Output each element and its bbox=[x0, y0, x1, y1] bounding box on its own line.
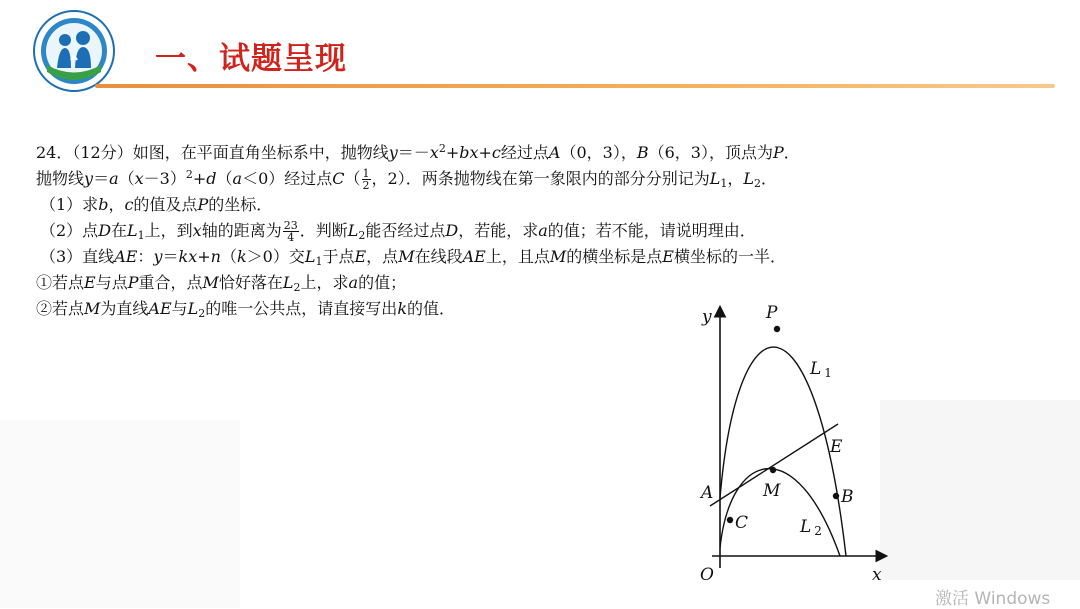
studio-logo bbox=[33, 10, 115, 92]
point-e-label: E bbox=[830, 437, 843, 457]
point-m-label: M bbox=[763, 481, 781, 501]
problem-line-4: （2）点D在$L_1$上，到x轴的距离为 $\frac{23}{4}$ ．判断$L_2$能否经过点D，若能，求a的值；若不能，请说明理由． bbox=[40, 219, 756, 244]
background-shape bbox=[0, 420, 240, 608]
problem-line-5: （3）直线AE：y＝kx+n（k＞0）交$L_1$于点E，点M在线段AE上，且点M的横坐标是点E横坐标的一半． bbox=[40, 247, 786, 268]
point-c bbox=[727, 517, 733, 523]
point-p bbox=[774, 326, 780, 332]
l2-label: L 2 bbox=[800, 517, 822, 538]
point-b-label: B bbox=[841, 487, 854, 507]
header-divider bbox=[95, 84, 1055, 88]
background-shape bbox=[880, 400, 1080, 580]
fraction-one-half: $\frac{1}{2}$ bbox=[362, 167, 370, 192]
point-a-label: A bbox=[701, 483, 714, 503]
l1-label: L 1 bbox=[810, 359, 832, 380]
problem-line-2: 抛物线$y=a(x-3)^2+d(a<0)$经过点C（ $\frac{1}{2}$ ，2）．两条抛物线在第一象限内的部分分别记为$L_1$，$L_2$． bbox=[36, 167, 777, 192]
y-axis-label: y bbox=[702, 307, 712, 327]
point-b bbox=[833, 493, 839, 499]
activation-watermark: 激活 Windows bbox=[935, 589, 1051, 609]
point-c-label: C bbox=[735, 513, 749, 533]
page-title: 一、试题呈现 bbox=[155, 41, 347, 77]
point-m bbox=[770, 467, 776, 473]
fraction-23-4: $\frac{23}{4}$ bbox=[283, 219, 298, 244]
problem-line-6: ①若点E与点P重合，点M恰好落在$L_2$上，求a的值； bbox=[36, 273, 407, 294]
problem-line-7: ②若点M为直线AE与$L_2$的唯一公共点，请直接写出k的值． bbox=[36, 299, 456, 320]
problem-line-1: 24．（12分）如图，在平面直角坐标系中，抛物线$y=-x^2+bx+c$经过点A（0，3），B（6，3），顶点为P． bbox=[36, 142, 800, 162]
problem-line-3: （1）求b，c的值及点P的坐标． bbox=[40, 195, 273, 214]
origin-label: O bbox=[700, 565, 714, 585]
x-axis-label: x bbox=[872, 565, 882, 585]
parabola-graph bbox=[690, 290, 900, 590]
point-p-label: P bbox=[766, 303, 778, 323]
